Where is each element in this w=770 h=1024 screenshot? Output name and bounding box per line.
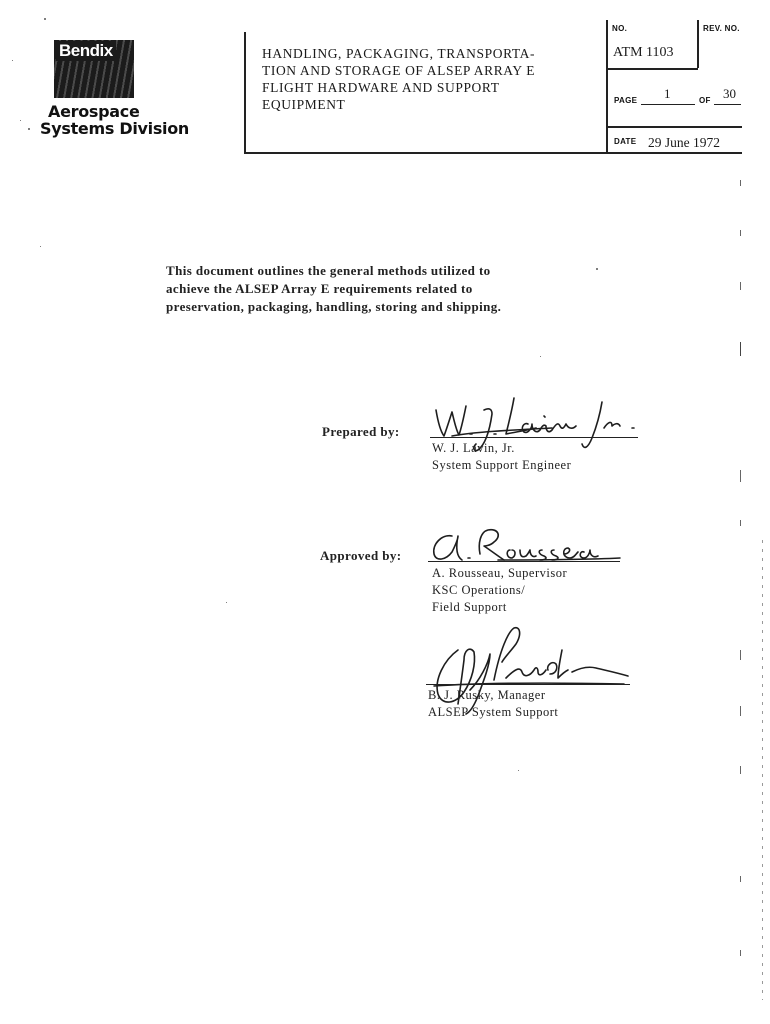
approved-by-title-line2: Field Support — [432, 600, 507, 614]
header-divider-right — [606, 20, 608, 153]
prepared-by-line — [430, 437, 638, 438]
scan-edge-mark — [762, 540, 763, 1000]
of-label: OF — [699, 96, 711, 105]
approved-by-name: A. Rousseau, Supervisor — [432, 566, 568, 580]
total-pages-line — [714, 104, 741, 105]
total-pages: 30 — [723, 86, 736, 101]
scan-edge-mark — [740, 470, 741, 482]
page-number: 1 — [664, 86, 671, 101]
scan-speck — [44, 18, 46, 20]
scan-edge-mark — [740, 706, 741, 716]
prepared-by-name: W. J. Lavin, Jr. — [432, 441, 515, 455]
logo-division-line2: Systems Division — [40, 119, 190, 138]
scan-speck — [226, 602, 227, 603]
manager-title: ALSEP System Support — [428, 705, 559, 719]
rev-no-label: REV. NO. — [703, 24, 740, 33]
scan-speck — [20, 120, 21, 121]
scan-edge-mark — [740, 950, 741, 956]
scan-speck — [518, 770, 519, 771]
document-title — [262, 45, 602, 113]
scan-edge-mark — [740, 520, 741, 526]
header-bottom-rule — [244, 152, 742, 154]
header-divider-left — [244, 32, 246, 152]
intro-line: preservation, packaging, handling, storing and shipping. — [166, 299, 502, 314]
scan-speck — [28, 128, 30, 130]
manager-name: B. J. Rusky, Manager — [428, 688, 546, 702]
scan-edge-mark — [740, 180, 741, 186]
logo-brand-text: Bendix — [56, 41, 116, 61]
scan-edge-mark — [740, 766, 741, 774]
scan-edge-mark — [740, 282, 741, 290]
scan-edge-mark — [740, 230, 741, 236]
manager-line — [426, 684, 630, 685]
page-label: PAGE — [614, 96, 638, 105]
scan-edge-mark — [740, 876, 741, 882]
rev-box-divider — [697, 20, 699, 68]
no-label: NO. — [612, 24, 628, 33]
no-row-rule — [606, 68, 698, 70]
approved-by-title-line1: KSC Operations/ — [432, 583, 526, 597]
document-date: 29 June 1972 — [648, 135, 720, 150]
prepared-by-label: Prepared by: — [322, 424, 400, 439]
page-row-rule — [606, 126, 742, 128]
scan-speck — [540, 356, 541, 357]
intro-line: achieve the ALSEP Array E requirements related to — [166, 281, 473, 296]
approved-by-label: Approved by: — [320, 548, 402, 563]
scan-speck — [40, 246, 41, 247]
title-line: FLIGHT HARDWARE AND SUPPORT — [262, 80, 500, 95]
scan-speck — [12, 60, 13, 61]
intro-line: This document outlines the general methods utilized to — [166, 263, 491, 278]
company-logo — [40, 36, 248, 146]
approved-by-line — [428, 561, 620, 562]
title-line: TION AND STORAGE OF ALSEP ARRAY E — [262, 63, 536, 78]
title-line: HANDLING, PACKAGING, TRANSPORTA- — [262, 46, 536, 61]
intro-paragraph — [166, 262, 626, 316]
scan-edge-mark — [740, 342, 741, 356]
logo-mark — [54, 40, 134, 98]
scan-speck — [596, 268, 598, 270]
title-line: EQUIPMENT — [262, 97, 346, 112]
scan-edge-mark — [740, 650, 741, 660]
logo-division-line1: Aerospace — [48, 102, 140, 121]
date-label: DATE — [614, 137, 637, 146]
document-number: ATM 1103 — [613, 45, 674, 60]
page-number-line — [641, 104, 695, 105]
prepared-by-title: System Support Engineer — [432, 458, 572, 472]
